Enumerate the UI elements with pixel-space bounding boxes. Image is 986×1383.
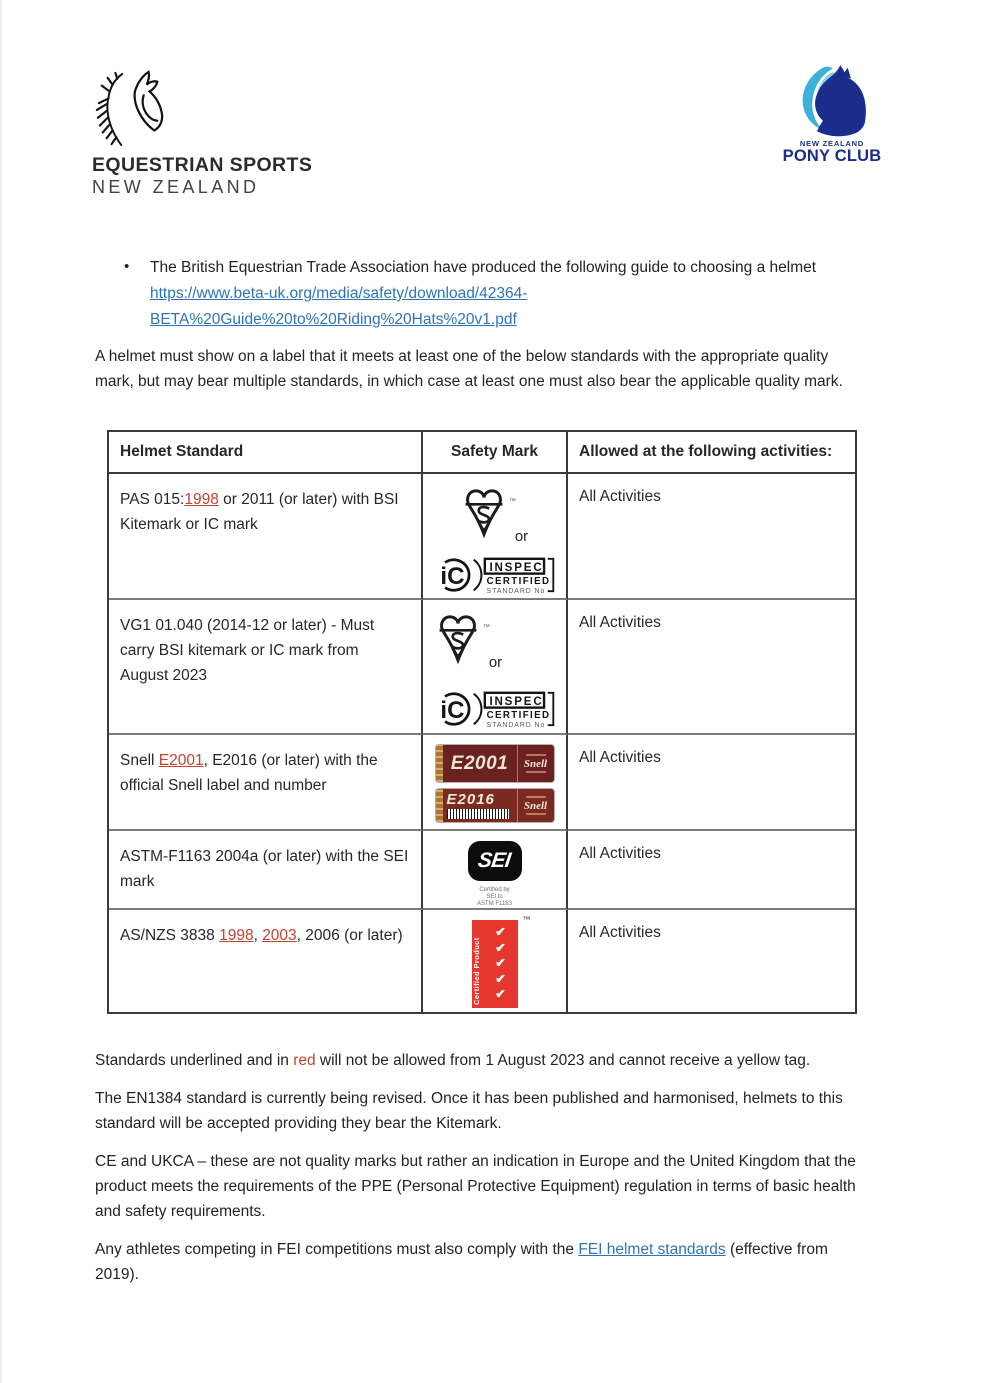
esnz-name: EQUESTRIAN SPORTS (92, 154, 313, 176)
svg-text:CERTIFIED: CERTIFIED (486, 576, 550, 588)
beta-guide-link-line1[interactable]: https://www.beta-uk.org/media/safety/download/42364- (150, 285, 528, 302)
table-cell-safety-mark (423, 735, 568, 831)
page-edge-line (0, 0, 2, 1383)
tick-marks: ✔ ✔ ✔ ✔ ✔ (495, 925, 506, 1002)
note-ce-ukca: CE and UKCA – these are not quality marks but rather an indication in Europe and the United Kingdom that the product meets the requirements of the PPE (Personal Protective Equipment) regulation in terms of basic health and safety requirements. (95, 1153, 856, 1220)
trademark-symbol: ™ (522, 915, 531, 924)
table-cell-standard: VG1 01.040 (2014-12 or later) - Must carry BSI kitemark or IC mark from August 2023 (109, 600, 423, 735)
table-cell-activities: All Activities (568, 474, 855, 600)
barcode (447, 809, 509, 819)
note-red-standards: Standards underlined and in red will not be allowed from 1 August 2023 and cannot receive a yellow tag. (95, 1052, 811, 1069)
bsi-kitemark-icon (461, 484, 507, 541)
footer-notes (95, 1048, 863, 1300)
col-header-safety-mark: Safety Mark (423, 432, 568, 474)
label-edge-strip (436, 745, 443, 782)
or-label: or (514, 528, 529, 545)
table-cell-standard: PAS 015:1998 or 2011 (or later) with BSI Kitemark or IC mark (109, 474, 423, 600)
esnz-fern-horse-icon (92, 70, 170, 148)
svg-text:STANDARD No: STANDARD No (486, 722, 545, 728)
svg-text:iC: iC (439, 696, 464, 724)
table-cell-activities: All Activities (568, 831, 855, 910)
snell-e2001-label: E2001 Snell (436, 745, 554, 782)
svg-text:iC: iC (439, 562, 464, 590)
certified-product-mark: Certified Product ✔ ✔ ✔ ✔ ✔ (472, 920, 518, 1008)
intro-bullet-block (150, 255, 905, 333)
svg-text:STANDARD No: STANDARD No (486, 588, 545, 594)
pony-club-horse-icon (792, 62, 872, 138)
table-cell-standard: ASTM-F1163 2004a (or later) with the SEI mark (109, 831, 423, 910)
note-fei: Any athletes competing in FEI competitions must also comply with the FEI helmet standards (effective from 2019). (95, 1241, 828, 1283)
sei-sub-text: Certified by SEI to ASTM F1163 (477, 887, 512, 907)
col-header-activities: Allowed at the following activities: (568, 432, 855, 474)
col-header-helmet-standard: Helmet Standard (109, 432, 423, 474)
inspec-certified-icon (433, 690, 557, 728)
table-cell-safety-mark (423, 910, 568, 1012)
svg-text:INSPEC: INSPEC (488, 561, 544, 574)
trademark-symbol: ™ (508, 498, 516, 505)
pony-club-logo (780, 62, 884, 166)
inspec-certified-icon (433, 556, 557, 594)
pony-club-line1: NEW ZEALAND (799, 139, 865, 148)
table-cell-safety-mark (423, 600, 568, 735)
bullet-text: The British Equestrian Trade Association have produced the following guide to choosing a helmet (150, 259, 817, 276)
table-cell-safety-mark (423, 474, 568, 600)
label-edge-strip (436, 789, 443, 822)
table-cell-standard: Snell E2001, E2016 (or later) with the official Snell label and number (109, 735, 423, 831)
svg-text:INSPEC: INSPEC (488, 695, 544, 708)
note-en1384: The EN1384 standard is currently being revised. Once it has been published and harmonised, helmets to this standard will be accepted providing they bear the Kitemark. (95, 1090, 843, 1132)
intro-paragraph: A helmet must show on a label that it meets at least one of the below standards with the appropriate quality mark, but may bear multiple standards, in which case at least one must also bear the applicable quality mark. (95, 348, 843, 390)
bsi-kitemark-icon (435, 610, 481, 667)
bullet-marker: • (124, 258, 130, 275)
pony-club-line2: PONY CLUB (782, 147, 882, 165)
or-label: or (488, 654, 503, 671)
helmet-standards-table (107, 430, 857, 1014)
table-cell-activities: All Activities (579, 924, 661, 941)
table-cell-activities: All Activities (568, 600, 855, 735)
esnz-logo (92, 70, 312, 198)
trademark-symbol: ™ (482, 624, 490, 631)
svg-text:CERTIFIED: CERTIFIED (486, 710, 550, 722)
snell-e2016-label: E2016 Snell (436, 789, 554, 822)
esnz-subname: NEW ZEALAND (92, 177, 260, 197)
sei-mark-icon: SEI (468, 841, 522, 881)
table-cell-activities: All Activities (568, 735, 855, 831)
beta-guide-link-line2[interactable]: BETA%20Guide%20to%20Riding%20Hats%20v1.pdf (150, 311, 517, 328)
table-cell-safety-mark (423, 831, 568, 910)
table-cell-standard: AS/NZS 3838 1998, 2003, 2006 (or later) (109, 910, 423, 1012)
